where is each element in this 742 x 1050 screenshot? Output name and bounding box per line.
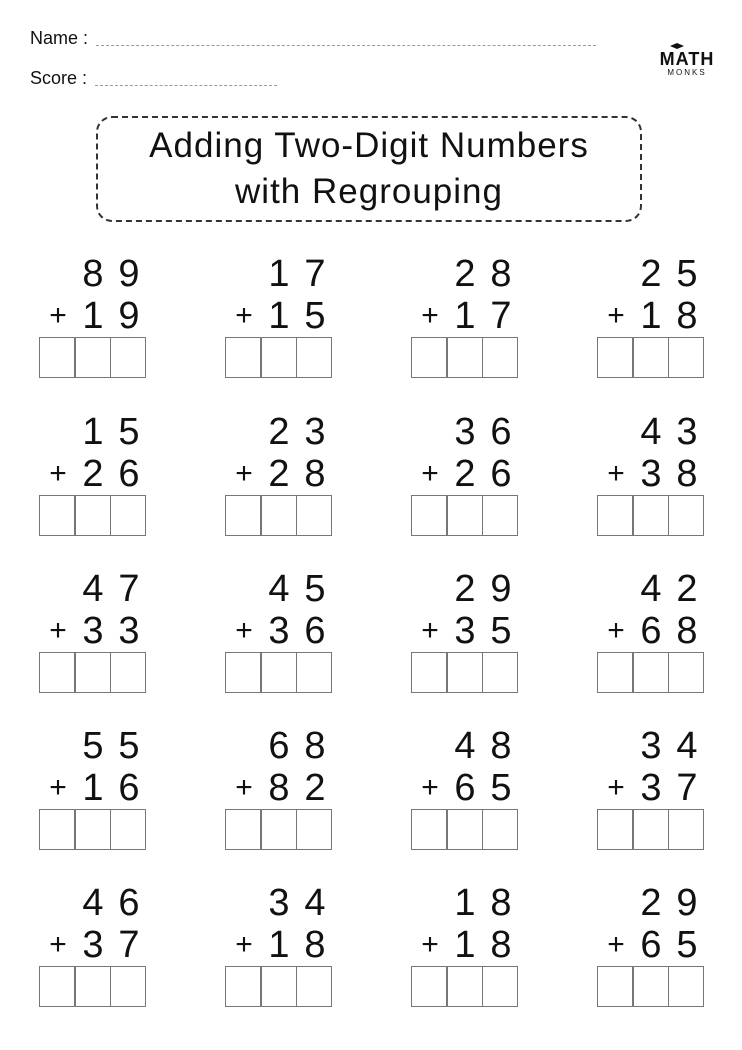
bottom-ones-digit: 5 [490,767,512,809]
bottom-ones-digit: 8 [676,295,698,337]
answer-box-ones[interactable] [110,495,146,536]
answer-box-hundreds[interactable] [597,495,633,536]
bottom-ones-digit: 2 [304,767,326,809]
top-tens-digit: 5 [82,725,104,767]
answer-box-hundreds[interactable] [225,337,261,378]
addition-problem [410,570,520,695]
bottom-tens-digit: 1 [82,295,104,337]
title-line-2: with Regrouping [235,172,503,211]
answer-box-ones[interactable] [296,495,332,536]
top-ones-digit: 6 [118,882,140,924]
answer-box-ones[interactable] [110,337,146,378]
answer-box-ones[interactable] [296,966,332,1007]
top-tens-digit: 4 [640,411,662,453]
addition-problem [38,727,148,852]
addition-problem [410,884,520,1009]
answer-box-ones[interactable] [110,809,146,850]
answer-box-hundreds[interactable] [225,495,261,536]
top-ones-digit: 9 [676,882,698,924]
answer-box-ones[interactable] [482,966,518,1007]
answer-box-hundreds[interactable] [597,966,633,1007]
title-line-1: Adding Two-Digit Numbers [149,126,589,165]
plus-sign: + [49,457,67,490]
answer-box-hundreds[interactable] [39,966,75,1007]
answer-box-hundreds[interactable] [225,652,261,693]
answer-box-hundreds[interactable] [411,809,447,850]
bottom-tens-digit: 2 [268,453,290,495]
top-ones-digit: 8 [490,253,512,295]
top-tens-digit: 2 [268,411,290,453]
name-label: Name : [30,28,89,48]
plus-sign: + [421,457,439,490]
plus-sign: + [235,614,253,647]
score-line[interactable] [95,84,277,86]
answer-box-ones[interactable] [110,966,146,1007]
answer-box-ones[interactable] [296,652,332,693]
bottom-tens-digit: 3 [82,610,104,652]
bottom-tens-digit: 8 [268,767,290,809]
bottom-ones-digit: 5 [490,610,512,652]
top-tens-digit: 3 [454,411,476,453]
addition-problem [224,570,334,695]
top-tens-digit: 4 [82,568,104,610]
top-ones-digit: 8 [490,725,512,767]
answer-box-hundreds[interactable] [411,495,447,536]
answer-box-hundreds[interactable] [225,966,261,1007]
bottom-ones-digit: 8 [676,610,698,652]
answer-box-hundreds[interactable] [597,337,633,378]
bottom-tens-digit: 6 [640,610,662,652]
addition-problem [410,413,520,538]
top-ones-digit: 4 [304,882,326,924]
answer-box-tens[interactable] [261,337,297,378]
answer-box-ones[interactable] [482,809,518,850]
top-tens-digit: 4 [454,725,476,767]
top-ones-digit: 5 [118,725,140,767]
answer-box-tens[interactable] [633,337,669,378]
top-tens-digit: 2 [454,253,476,295]
top-tens-digit: 1 [454,882,476,924]
score-field[interactable] [30,68,277,89]
plus-sign: + [235,771,253,804]
bottom-tens-digit: 3 [640,453,662,495]
addition-problem [38,413,148,538]
answer-box-hundreds[interactable] [411,652,447,693]
top-tens-digit: 4 [640,568,662,610]
answer-box-ones[interactable] [296,337,332,378]
answer-box-hundreds[interactable] [39,809,75,850]
bottom-ones-digit: 7 [118,924,140,966]
addition-problem [596,413,706,538]
plus-sign: + [607,457,625,490]
addition-problem [38,884,148,1009]
answer-box-ones[interactable] [482,652,518,693]
plus-sign: + [421,928,439,961]
answer-box-hundreds[interactable] [39,495,75,536]
answer-box-ones[interactable] [668,809,704,850]
plus-sign: + [421,299,439,332]
answer-box-ones[interactable] [482,337,518,378]
answer-box-ones[interactable] [668,495,704,536]
plus-sign: + [607,928,625,961]
bottom-tens-digit: 1 [268,295,290,337]
answer-box-ones[interactable] [668,337,704,378]
answer-box-tens[interactable] [633,809,669,850]
bottom-ones-digit: 8 [490,924,512,966]
answer-box-ones[interactable] [668,652,704,693]
answer-box-tens[interactable] [261,809,297,850]
answer-box-tens[interactable] [633,652,669,693]
addition-problem [596,727,706,852]
top-tens-digit: 6 [268,725,290,767]
plus-sign: + [235,299,253,332]
top-tens-digit: 3 [640,725,662,767]
bottom-tens-digit: 1 [268,924,290,966]
top-ones-digit: 4 [676,725,698,767]
top-ones-digit: 8 [490,882,512,924]
bottom-tens-digit: 1 [454,924,476,966]
bottom-ones-digit: 8 [304,453,326,495]
bottom-tens-digit: 1 [82,767,104,809]
top-ones-digit: 5 [304,568,326,610]
logo-main: MATH [659,49,715,69]
answer-box-tens[interactable] [261,966,297,1007]
top-ones-digit: 7 [304,253,326,295]
top-ones-digit: 8 [304,725,326,767]
top-ones-digit: 5 [118,411,140,453]
answer-box-hundreds[interactable] [39,337,75,378]
math-monks-logo [658,50,716,78]
top-ones-digit: 3 [304,411,326,453]
answer-box-ones[interactable] [668,966,704,1007]
plus-sign: + [607,299,625,332]
top-ones-digit: 5 [676,253,698,295]
top-tens-digit: 1 [268,253,290,295]
top-ones-digit: 7 [118,568,140,610]
answer-box-ones[interactable] [110,652,146,693]
bottom-ones-digit: 5 [304,295,326,337]
bottom-ones-digit: 8 [676,453,698,495]
plus-sign: + [49,299,67,332]
answer-box-tens[interactable] [633,966,669,1007]
bottom-ones-digit: 6 [118,453,140,495]
answer-box-ones[interactable] [482,495,518,536]
bottom-ones-digit: 9 [118,295,140,337]
plus-sign: + [49,771,67,804]
name-line[interactable] [96,44,596,46]
answer-box-tens[interactable] [447,809,483,850]
top-tens-digit: 2 [454,568,476,610]
answer-box-tens[interactable] [633,495,669,536]
answer-box-tens[interactable] [447,495,483,536]
bottom-ones-digit: 3 [118,610,140,652]
addition-problem [224,255,334,380]
answer-box-hundreds[interactable] [411,966,447,1007]
answer-box-hundreds[interactable] [39,652,75,693]
graduation-cap-icon [670,43,684,49]
top-tens-digit: 2 [640,882,662,924]
logo-sub: MONKS [667,68,707,77]
top-tens-digit: 4 [82,882,104,924]
top-tens-digit: 8 [82,253,104,295]
addition-problem [596,884,706,1009]
answer-box-hundreds[interactable] [597,809,633,850]
plus-sign: + [607,614,625,647]
answer-box-tens[interactable] [75,652,111,693]
addition-problem [38,570,148,695]
answer-box-tens[interactable] [75,495,111,536]
addition-problem [596,255,706,380]
name-field[interactable] [30,28,596,49]
bottom-tens-digit: 1 [454,295,476,337]
top-tens-digit: 4 [268,568,290,610]
addition-problem [596,570,706,695]
answer-box-tens[interactable] [75,809,111,850]
answer-box-tens[interactable] [447,337,483,378]
top-ones-digit: 3 [676,411,698,453]
answer-box-tens[interactable] [447,966,483,1007]
addition-problem [224,727,334,852]
addition-problem [410,727,520,852]
bottom-tens-digit: 6 [640,924,662,966]
logo-main-text [658,50,716,68]
worksheet-title-box [96,116,642,222]
addition-problem [410,255,520,380]
addition-problem [38,255,148,380]
answer-box-hundreds[interactable] [225,809,261,850]
bottom-tens-digit: 3 [82,924,104,966]
answer-box-tens[interactable] [261,652,297,693]
addition-problem [224,413,334,538]
answer-box-tens[interactable] [261,495,297,536]
bottom-tens-digit: 6 [454,767,476,809]
bottom-ones-digit: 7 [490,295,512,337]
top-tens-digit: 1 [82,411,104,453]
bottom-tens-digit: 3 [454,610,476,652]
plus-sign: + [49,614,67,647]
plus-sign: + [49,928,67,961]
top-ones-digit: 6 [490,411,512,453]
score-label: Score : [30,68,88,88]
answer-box-tens[interactable] [75,966,111,1007]
bottom-tens-digit: 3 [640,767,662,809]
bottom-ones-digit: 5 [676,924,698,966]
bottom-ones-digit: 6 [304,610,326,652]
bottom-ones-digit: 7 [676,767,698,809]
plus-sign: + [235,457,253,490]
top-ones-digit: 9 [118,253,140,295]
answer-box-tens[interactable] [447,652,483,693]
plus-sign: + [421,614,439,647]
bottom-ones-digit: 6 [490,453,512,495]
top-ones-digit: 2 [676,568,698,610]
bottom-tens-digit: 2 [82,453,104,495]
bottom-ones-digit: 6 [118,767,140,809]
answer-box-tens[interactable] [75,337,111,378]
bottom-tens-digit: 3 [268,610,290,652]
answer-box-ones[interactable] [296,809,332,850]
bottom-tens-digit: 2 [454,453,476,495]
bottom-ones-digit: 8 [304,924,326,966]
plus-sign: + [235,928,253,961]
plus-sign: + [607,771,625,804]
answer-box-hundreds[interactable] [411,337,447,378]
answer-box-hundreds[interactable] [597,652,633,693]
addition-problem [224,884,334,1009]
bottom-tens-digit: 1 [640,295,662,337]
plus-sign: + [421,771,439,804]
top-tens-digit: 3 [268,882,290,924]
top-tens-digit: 2 [640,253,662,295]
top-ones-digit: 9 [490,568,512,610]
